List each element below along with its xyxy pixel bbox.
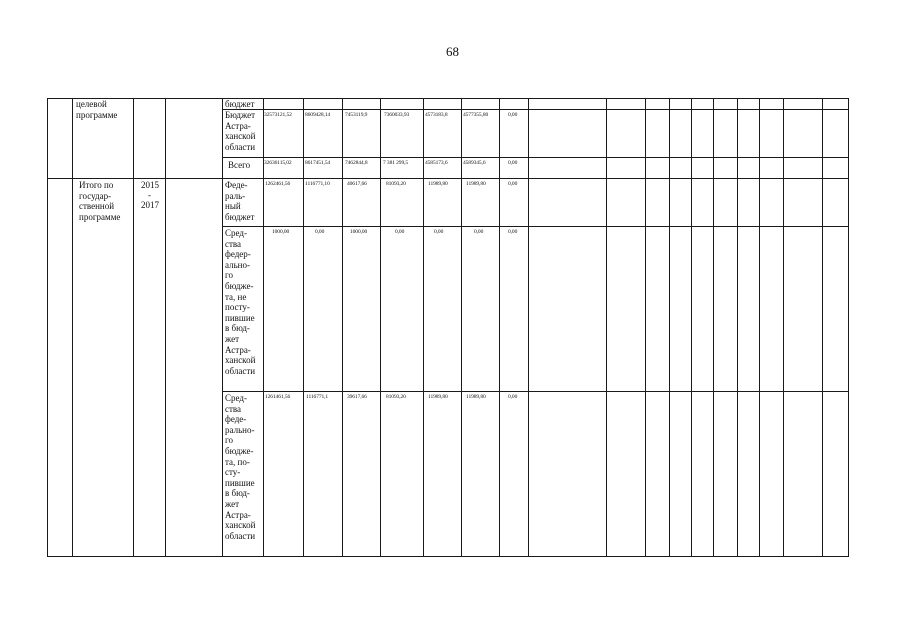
table-border-bottom: [47, 556, 849, 557]
value-cell: 40617,66: [347, 181, 367, 187]
column-divider: [759, 98, 760, 556]
column-divider: [380, 98, 381, 556]
value-cell: 0,00: [508, 112, 518, 118]
column-divider: [303, 98, 304, 556]
value-cell: 1262461,56: [265, 181, 291, 187]
row-name: Итого по государ- ственной программе: [79, 180, 121, 222]
period-end: 2017: [141, 200, 159, 210]
value-cell: 8609428,14: [305, 112, 331, 118]
value-cell: 11989,80: [466, 394, 486, 400]
column-divider: [461, 98, 462, 556]
row-divider: [222, 157, 849, 158]
value-cell: 0,00: [395, 229, 405, 235]
value-cell: 1116771,10: [305, 181, 330, 187]
column-divider: [72, 98, 73, 556]
row-divider: [47, 178, 849, 179]
table-border-left: [47, 98, 48, 556]
column-divider: [133, 98, 134, 556]
value-cell: 0,00: [508, 181, 518, 187]
column-divider: [606, 98, 607, 556]
source-label: Сред- ства феде- рально- го бюдже- та, по- сту- пившие в бюд- жет Астра- ханской области: [225, 393, 256, 541]
column-divider: [645, 98, 646, 556]
value-cell: 7360033,93: [384, 112, 410, 118]
value-cell: 1261461,56: [265, 394, 291, 400]
source-label: бюджет: [225, 99, 255, 109]
row-divider: [222, 226, 849, 227]
period-dash: -: [148, 190, 151, 200]
value-cell: 0,00: [508, 160, 518, 166]
column-divider: [222, 98, 223, 556]
column-divider: [783, 98, 784, 556]
value-cell: 8617451,54: [305, 160, 331, 166]
value-cell: 1000,00: [272, 229, 290, 235]
value-cell: 1000,00: [350, 229, 368, 235]
table-border-top: [47, 98, 849, 99]
value-cell: 81093,20: [386, 181, 406, 187]
value-cell: 1116771,1: [306, 394, 329, 400]
row-name: целевой программе: [76, 99, 118, 120]
column-divider: [528, 98, 529, 556]
value-cell: 4585173,6: [425, 160, 448, 166]
value-cell: 39617,66: [347, 394, 367, 400]
value-cell: 11989,80: [466, 181, 486, 187]
row-divider: [222, 391, 849, 392]
column-divider: [713, 98, 714, 556]
value-cell: 0,00: [508, 394, 518, 400]
value-cell: 0,00: [474, 229, 484, 235]
column-divider: [263, 98, 264, 556]
column-divider: [165, 98, 166, 556]
column-divider: [499, 98, 500, 556]
value-cell: 32636115,02: [264, 160, 292, 166]
row-divider: [222, 109, 849, 110]
column-divider: [737, 98, 738, 556]
source-label: Феде- раль- ный бюджет: [225, 180, 255, 222]
column-divider: [691, 98, 692, 556]
source-label: Всего: [228, 160, 251, 170]
column-divider: [822, 98, 823, 556]
column-divider: [669, 98, 670, 556]
value-cell: 4573183,8: [425, 112, 448, 118]
value-cell: 0,00: [315, 229, 325, 235]
value-cell: 7453119,9: [345, 112, 368, 118]
period-start: 2015: [141, 180, 159, 190]
value-cell: 32573121,52: [264, 112, 292, 118]
value-cell: 0,00: [434, 229, 444, 235]
value-cell: 4589345,6: [463, 160, 486, 166]
value-cell: 11989,80: [428, 181, 448, 187]
value-cell: 7 381 299,5: [383, 160, 409, 166]
column-divider: [423, 98, 424, 556]
value-cell: 0,00: [508, 229, 518, 235]
value-cell: 7462844,8: [345, 160, 368, 166]
value-cell: 11989,80: [428, 394, 448, 400]
value-cell: 4577355,80: [463, 112, 489, 118]
table-border-right: [848, 98, 849, 556]
source-label: Сред- ства федер- альнo- го бюдже- та, не посту- пившие в бюд- жет Астра- ханской области: [225, 228, 256, 376]
value-cell: 81093,20: [386, 394, 406, 400]
column-divider: [342, 98, 343, 556]
page-number: 68: [446, 44, 459, 59]
source-label: Бюджет Астра- ханской области: [225, 110, 256, 152]
